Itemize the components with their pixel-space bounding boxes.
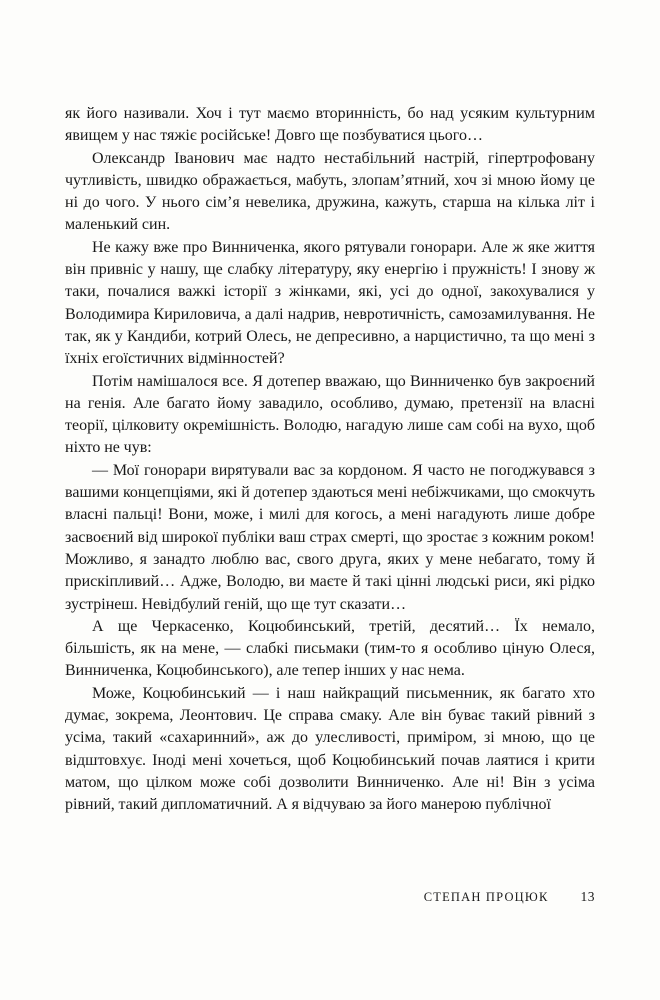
paragraph: А ще Черкасенко, Коцюбинський, третій, десятий… Їх немало, більшість, як на мене, — слабкі письмаки (тим-то я особливо ціную Олеся, Винниченка, Коцюбинського), але тепер інших у нас нема. [65,617,595,680]
paragraph: Не кажу вже про Винниченка, якого рятували гонорари. Але ж яке життя він привніс у нашу, ще слабку літературу, яку енергію і пружність! І знову ж таки, почалися важкі історії з жінками, які, усі до одної, закохувалися у Володимира Кириловича, а далі надрив, невротичність, самозамилування. Не так, як у Кандиби, котрий Олесь, не депресивно, а нарцистично, та що мені з їхніх егоїстичних відмінностей? [65,238,595,368]
footer-running-title: СТЕПАН ПРОЦЮК [423,890,549,904]
paragraph: Олександр Іванович має надто нестабільний настрій, гіпертрофовану чутливість, швидко ображається, мабуть, злопам’ятний, хоч зі мною йому це ні до чого. У нього сім’я невелика, дружина, кажуть, старша на кілька літ і маленький син. [65,149,595,234]
footer-page-number: 13 [580,889,595,904]
paragraph: — Мої гонорари вирятували вас за кордоном. Я часто не погоджувався з вашими концепціями, які й дотепер здаються мені небіжчиками, що смокчуть власні пальці! Вони, може, і милі для когось, а мені нагадують лише добре засвоєний від широкої публіки ваш страх смерті, що зростає з кожним роком! Можливо, я занадто люблю вас, свого друга, яких у мене небагато, тому й прискіпливий… Адже, Володю, ви маєте й такі цінні людські риси, які рідко зустрінеш. Невідбулий геній, що ще тут сказати… [65,461,595,613]
body-text [65,103,595,817]
page-footer [65,889,595,905]
paragraph: як його називали. Хоч і тут маємо вторинність, бо над усяким культурним явищем у нас тяжіє російське! Довго ще позбуватися цього… [65,105,595,145]
paragraph: Може, Коцюбинський — і наш найкращий письменник, як багато хто думає, зокрема, Леонтович. Це справа смаку. Але він буває такий рівний з усіма, такий «сахаринний», аж до улесливості, приміром, зі мною, що це відштовхує. Іноді мені хочеться, щоб Коцюбинський почав лаятися і крити матом, що цілком може собі дозволити Винниченко. Але ні! Він з усіма рівний, такий дипломатичний. А я відчуваю за його манерою публічної [65,684,595,814]
paragraph: Потім намішалося все. Я дотепер вважаю, що Винниченко був закроєний на генія. Але багато йому завадило, особливо, думаю, претензії на власні теорії, цілковиту окремішність. Володю, нагадую лише сам собі на вухо, щоб ніхто не чув: [65,372,595,457]
